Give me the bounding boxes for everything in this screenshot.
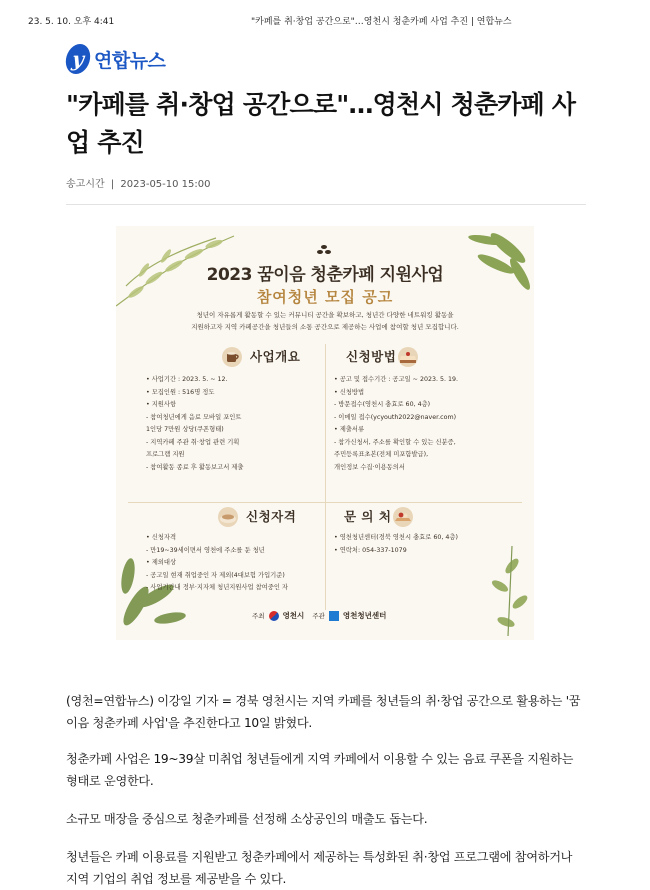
article-body [66, 690, 586, 734]
poster-intro-line: 청년이 자유롭게 활동할 수 있는 커뮤니티 공간을 확보하고, 청년간 다양한 네트워킹 활동을 [196, 311, 454, 319]
list-item: - 만19~39세이면서 영천에 주소를 둔 청년 [146, 546, 265, 554]
header-divider [66, 204, 586, 205]
poster-section-overview [220, 344, 300, 368]
list-item: • 공고 및 접수기간 : 공고일 ~ 2023. 5. 19. [334, 376, 459, 383]
article-headline: "카페를 취·창업 공간으로"…영천시 청춘카페 사업 추진 [66, 90, 576, 157]
meta-datetime: 2023-05-10 15:00 [120, 179, 211, 190]
list-item: • 연락처: 054-337-1079 [334, 546, 407, 554]
yonhap-logo-icon: y [64, 44, 92, 74]
youth-center-logo-icon [329, 611, 339, 621]
list-item: • 지원사항 [146, 401, 177, 408]
article-paragraph: 청년들은 카페 이용료를 지원받고 청춘카페에서 제공하는 특성화된 취·창업 프로그램에 참여하거나 지역 기업의 취업 정보를 제공받을 수 있다. [66, 850, 573, 886]
list-item: • 제출서류 [334, 426, 365, 433]
host-name: 영천시 [282, 611, 305, 620]
section-title: 신청자격 [246, 509, 297, 524]
list-item: • 신청방법 [334, 388, 365, 396]
dessert-icon [391, 504, 415, 528]
list-item: 개인정보 수집·이용동의서 [334, 463, 405, 471]
list-item: • 영천청년센터(경북 영천시 충효로 60, 4층) [334, 534, 458, 541]
meta-label: 송고시간 [66, 179, 105, 190]
list-item: 프로그램 지원 [146, 451, 185, 458]
overview-list [146, 370, 243, 474]
poster-footer [252, 610, 386, 621]
list-item: • 모집인원 : 516명 정도 [146, 388, 215, 396]
yonhap-logo[interactable] [66, 44, 165, 74]
yonhap-logo-text: 연합뉴스 [94, 49, 166, 72]
list-item: - 참여청년에게 음료 모바일 포인트 [146, 413, 242, 421]
article-body-2 [66, 748, 586, 792]
print-header [28, 14, 622, 28]
list-item: - 공고일 현재 취업중인 자 제외(4대보험 가입기준) [146, 571, 285, 579]
list-item: 주민등록표초본(전체 미포함발급), [334, 451, 429, 458]
section-title: 문 의 처 [344, 509, 392, 524]
yeongcheon-emblem-icon [269, 611, 279, 621]
contact-list [334, 528, 458, 557]
article-poster-image [116, 226, 534, 640]
poster-subtitle: 참여청년 모집 공고 [256, 288, 394, 306]
poster-vertical-divider [325, 344, 326, 610]
latte-cup-icon [216, 504, 240, 528]
eligibility-list [146, 528, 288, 595]
list-item: - 참여활동 종료 후 활동보고서 제출 [146, 463, 244, 471]
list-item: - 사업기간내 정부·지자체 청년지원사업 참여중인 자 [146, 584, 289, 591]
article-meta [66, 175, 211, 190]
organizer-label: 주관 [312, 612, 325, 620]
article-paragraph: (영천=연합뉴스) 이강일 기자 = 경북 영천시는 지역 카페를 청년들의 취·창업 공간으로 활용하는 '꿈이음 청춘카페 사업'을 추진한다고 10일 밝혔다. [66, 694, 581, 730]
section-title: 사업개요 [250, 349, 301, 364]
article-body-3 [66, 808, 586, 830]
organizer-name: 영천청년센터 [342, 611, 387, 620]
host-label: 주최 [252, 612, 265, 620]
list-item: • 사업기간 : 2023. 5. ~ 12. [146, 376, 228, 383]
poster-section-apply [340, 344, 420, 368]
meta-separator: | [110, 179, 115, 190]
list-item: • 신청자격 [146, 534, 177, 541]
list-item: - 참가신청서, 주소를 확인할 수 있는 신분증, [334, 438, 456, 446]
article-paragraph: 소규모 매장을 중심으로 청춘카페를 선정해 소상공인의 매출도 돕는다. [66, 812, 428, 826]
poster-intro-line: 지원하고자 지역 카페공간을 청년들의 소통 공간으로 제공하는 사업에 참여할 청년 모집합니다. [191, 323, 459, 331]
print-page-title: "카페를 취·창업 공간으로"…영천시 청춘카페 사업 추진 | 연합뉴스 [251, 17, 512, 27]
poster-title: 2023 꿈이음 청춘카페 지원사업 [206, 265, 444, 285]
apply-list [334, 370, 458, 474]
section-title: 신청방법 [346, 349, 397, 364]
list-item: • 제외대상 [146, 559, 177, 566]
list-item: - 방문접수(영천시 충효로 60, 4층) [334, 401, 431, 408]
article-paragraph: 청춘카페 사업은 19~39살 미취업 청년들에게 지역 카페에서 이용할 수 있는 음료 쿠폰을 지원하는 형태로 운영한다. [66, 752, 574, 788]
list-item: - 지역카페 주관 취·창업 관련 기획 [146, 438, 240, 446]
print-datetime: 23. 5. 10. 오후 4:41 [28, 17, 115, 27]
poster-horizontal-divider [128, 502, 522, 503]
article-body-4 [66, 846, 586, 890]
list-item: - 이메일 접수(ycyouth2022@naver.com) [334, 413, 457, 421]
poster-section-contact [338, 504, 415, 528]
coffee-cup-icon [220, 344, 244, 368]
list-item: 1인당 7만원 상당(쿠폰형태) [146, 426, 224, 433]
cake-icon [396, 344, 420, 368]
poster-section-eligibility [216, 504, 296, 528]
poster-intro [156, 309, 494, 333]
